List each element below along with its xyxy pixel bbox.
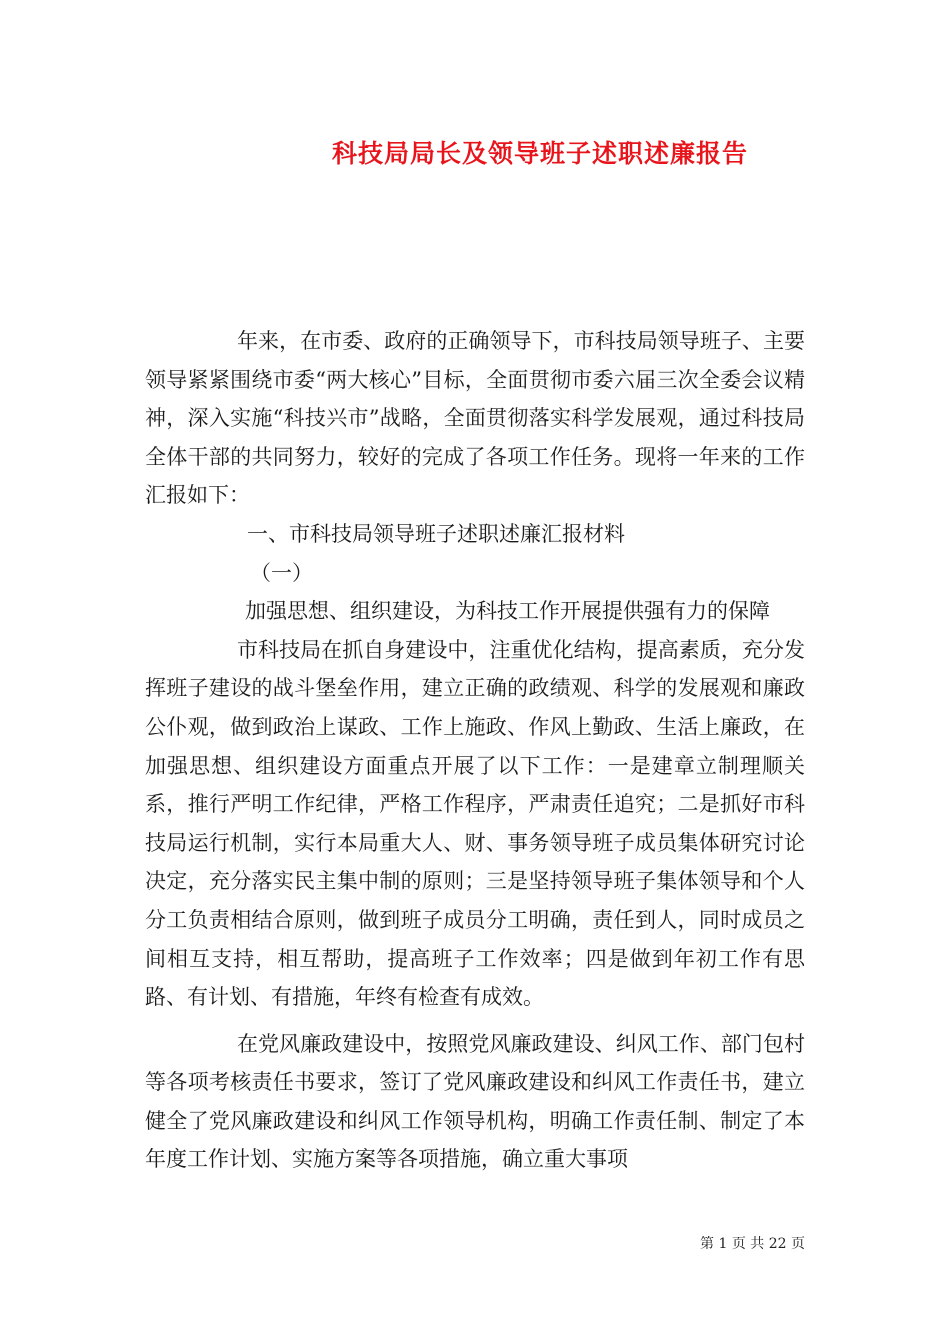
page-number: 第 1 页 共 22 页 [700,1236,805,1252]
subsection-title: 加强思想、组织建设，为科技工作开展提供强有力的保障 [245,599,770,624]
body-paragraph: 市科技局在抓自身建设中，注重优化结构，提高素质，充分发挥班子建设的战斗堡垒作用，建立正确的政绩观、科学的发展观和廉政公仆观，做到政治上谋政、工作上施政、作风上勤政、生活上廉政，在加强思想、组织建设方面重点开展了以下工作：一是建章立制理顺关系，推行严明工作纪律，严格工作程序，严肃责任追究；二是抓好市科技局运行机制，实行本局重大人、财、事务领导班子成员集体研究讨论决定，充分落实民主集中制的原则；三是坚持领导班子集体领导和个人分工负责相结合原则，做到班子成员分工明确，责任到人，同时成员之间相互支持，相互帮助，提高班子工作效率；四是做到年初工作有思路、有计划、有措施，年终有检查有成效。 [145,637,805,1010]
document-title: 科技局局长及领导班子述职述廉报告 [331,139,748,168]
subsection-number: （一） [250,560,313,585]
document-body [145,322,805,1179]
intro-paragraph: 年来，在市委、政府的正确领导下，市科技局领导班子、主要领导紧紧围绕市委“两大核心”目标，全面贯彻市委六届三次全委会议精神，深入实施“科技兴市”战略，全面贯彻落实科学发展观，通过科技局全体干部的共同努力，较好的完成了各项工作任务。现将一年来的工作汇报如下： [145,329,805,508]
section-heading: 一、市科技局领导班子述职述廉汇报材料 [247,521,625,546]
body-paragraph: 在党风廉政建设中，按照党风廉政建设、纠风工作、部门包村等各项考核责任书要求，签订了党风廉政建设和纠风工作责任书，建立健全了党风廉政建设和纠风工作领导机构，明确工作责任制、制定了本年度工作计划、实施方案等各项措施，确立重大事项 [145,1031,805,1172]
